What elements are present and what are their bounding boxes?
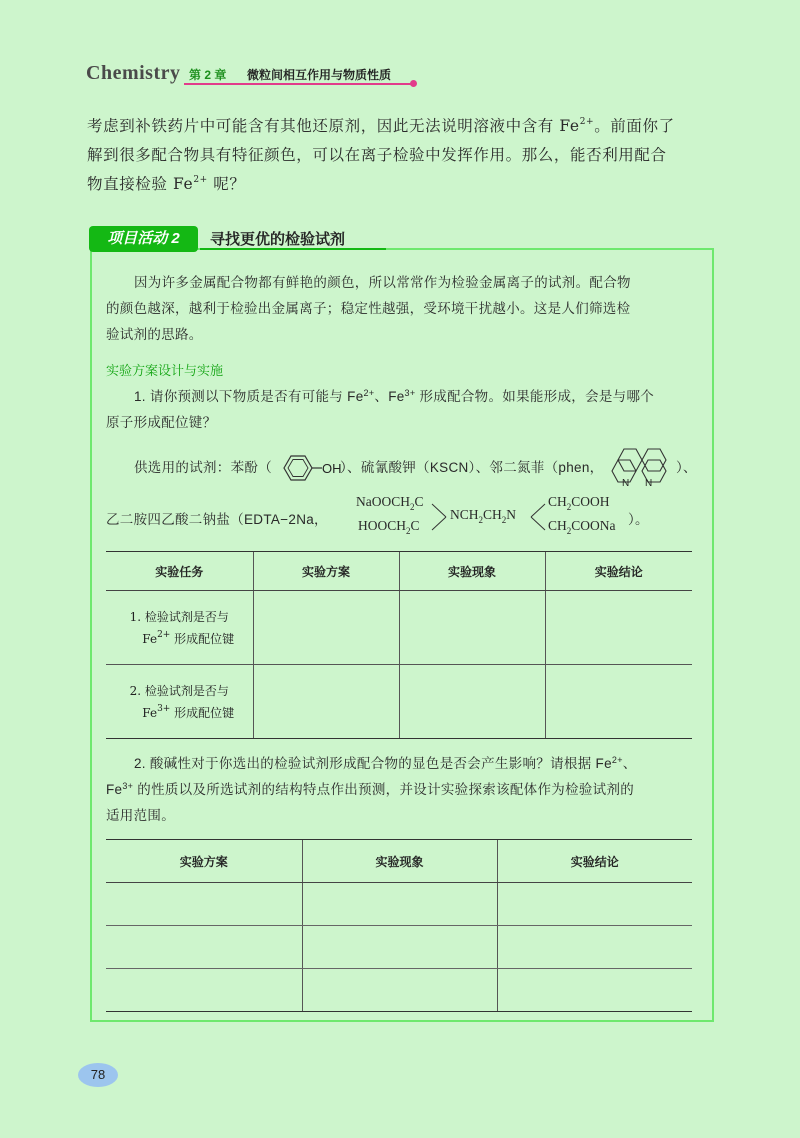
edta-mid-a: NCH	[450, 507, 479, 522]
q2-text-b: 、	[622, 756, 637, 771]
question-1	[106, 384, 696, 436]
intro-line-3b: 呢？	[207, 175, 246, 193]
task2-sup: 3+	[157, 703, 171, 714]
intro-line-1b: 。前面你了	[594, 117, 675, 135]
table2-cell[interactable]	[302, 969, 497, 1012]
task2-line-c: 形成配位键	[170, 705, 235, 720]
page-number: 78	[78, 1063, 118, 1087]
experiment-table-2	[106, 839, 692, 1012]
phen-n-left: N	[622, 478, 630, 489]
table1-cell-phenomenon-1[interactable]	[399, 591, 545, 665]
edta-formula-middle	[450, 507, 516, 523]
q1-text-b: 、Fe	[374, 389, 405, 404]
activity-intro-line-1: 因为许多金属配合物都有鲜艳的颜色，所以常常作为检验金属离子的试剂。配合物	[134, 275, 631, 291]
table2-header-conclusion: 实验结论	[497, 840, 692, 883]
intro-line-2: 解到很多配合物具有特征颜色，可以在离子检验中发挥作用。那么，能否利用配合	[87, 146, 667, 164]
reagents-label: 供选用的试剂：苯酚（	[134, 460, 272, 475]
table2-cell[interactable]	[106, 883, 302, 926]
edta-r1b: 2	[566, 502, 572, 512]
phenol-structure-icon	[270, 450, 342, 486]
task1-sup: 2+	[157, 629, 171, 640]
edta-formula-bottom-left	[358, 518, 420, 534]
q2-text-a: 2. 酸碱性对于你选出的检验试剂形成配合物的显色是否会产生影响？请根据 Fe	[134, 756, 612, 771]
task1-fe: Fe	[142, 631, 158, 646]
edta-r2c: COONa	[571, 518, 616, 533]
edta-mid-c: CH	[483, 507, 502, 522]
activity-title: 寻找更优的检验试剂	[210, 231, 346, 248]
table1-header-plan: 实验方案	[253, 552, 399, 591]
phenol-oh: OH	[322, 461, 342, 476]
table2-cell[interactable]	[302, 926, 497, 969]
experiment-table-1	[106, 551, 692, 739]
table2-header-plan: 实验方案	[106, 840, 302, 883]
table1-task-1	[106, 591, 253, 665]
table-row	[106, 665, 692, 739]
q1-sup-1: 2+	[363, 388, 375, 398]
edta-mid-d: 2	[501, 515, 507, 525]
edta-f1b: 2	[410, 502, 415, 512]
table1-cell-phenomenon-2[interactable]	[399, 665, 545, 739]
subject-title: Chemistry	[86, 62, 181, 84]
activity-tag: 项目活动 2	[89, 226, 198, 252]
section-heading: 实验方案设计与实施	[106, 363, 224, 378]
intro-line-3a: 物直接检验 Fe	[87, 175, 194, 193]
table1-task-2	[106, 665, 253, 739]
q2-sup-1: 2+	[611, 755, 623, 765]
edta-r2a: CH	[548, 518, 567, 533]
edta-bond-left	[430, 500, 450, 534]
edta-f2a: HOOCH	[358, 518, 407, 533]
intro-paragraph	[87, 112, 727, 199]
edta-mid-b: 2	[478, 515, 484, 525]
edta-end: ）。	[628, 512, 649, 527]
intro-sup-1: 2+	[579, 117, 595, 127]
edta-r1c: COOH	[571, 494, 610, 509]
edta-label: 乙二胺四乙酸二钠盐（EDTA−2Na，	[106, 512, 328, 527]
question-2	[106, 751, 698, 829]
table1-header-phenomenon: 实验现象	[399, 552, 545, 591]
table2-cell[interactable]	[106, 926, 302, 969]
q2-text-c: Fe	[106, 782, 123, 797]
q1-text-c: 形成配合物。如果能形成，会是与哪个	[415, 389, 655, 404]
table2-header-phenomenon: 实验现象	[302, 840, 497, 883]
table2-cell[interactable]	[497, 883, 692, 926]
q1-text-a: 1. 请你预测以下物质是否有可能与 Fe	[134, 389, 364, 404]
table-row	[106, 883, 692, 926]
q2-text-d: 的性质以及所选试剂的结构特点作出预测，并设计实验探索该配体作为检验试剂的	[133, 782, 635, 797]
table2-cell[interactable]	[302, 883, 497, 926]
table-row	[106, 969, 692, 1012]
edta-f1a: NaOOCH	[356, 494, 410, 509]
intro-sup-3: 2+	[193, 175, 208, 185]
edta-f1c: C	[414, 494, 424, 509]
edta-bond-right	[527, 500, 547, 534]
task1-line-c: 形成配位键	[170, 631, 235, 646]
edta-formula-bottom-right	[548, 518, 616, 534]
activity-intro-line-3: 验试剂的思路。	[106, 327, 203, 343]
edta-formula-top-left	[356, 494, 424, 510]
table2-cell[interactable]	[106, 969, 302, 1012]
task2-line-a: 2. 检验试剂是否与	[129, 683, 229, 698]
edta-formula-top-right	[548, 494, 610, 510]
table2-cell[interactable]	[497, 969, 692, 1012]
edta-f2b: 2	[406, 526, 411, 536]
table-row	[106, 926, 692, 969]
activity-intro-line-2: 的颜色越深，越利于检验出金属离子；稳定性越强，受环境干扰越小。这是人们筛选检	[106, 301, 631, 317]
header-underline	[184, 83, 412, 85]
table1-header-task: 实验任务	[106, 552, 253, 591]
q1-sup-2: 3+	[404, 388, 416, 398]
q2-text-e: 适用范围。	[106, 808, 175, 823]
chapter-title: 微粒间相互作用与物质性质	[247, 68, 392, 82]
q1-text-d: 原子形成配位键？	[106, 415, 217, 430]
table1-header-conclusion: 实验结论	[545, 552, 692, 591]
task1-line-a: 1. 检验试剂是否与	[129, 609, 229, 624]
edta-mid-e: N	[506, 507, 517, 522]
chapter-number: 第 2 章	[189, 68, 227, 82]
edta-r1a: CH	[548, 494, 567, 509]
edta-f2c: C	[410, 518, 420, 533]
q2-sup-2: 3+	[122, 781, 134, 791]
table1-cell-plan-1[interactable]	[253, 591, 399, 665]
reagents-mid: ）、硫氰酸钾（KSCN）、邻二氮菲（phen，	[340, 460, 604, 475]
activity-intro	[106, 270, 696, 348]
reagents-end: ）、	[676, 460, 697, 475]
table1-cell-conclusion-1[interactable]	[545, 591, 692, 665]
activity-title-underline	[200, 248, 386, 250]
table-row	[106, 591, 692, 665]
table1-cell-conclusion-2[interactable]	[545, 665, 692, 739]
edta-r2b: 2	[566, 526, 572, 536]
table1-cell-plan-2[interactable]	[253, 665, 399, 739]
phenanthroline-structure-icon	[598, 440, 678, 492]
header-dot	[410, 80, 417, 87]
table2-header-row	[106, 840, 692, 883]
intro-line-1a: 考虑到补铁药片中可能含有其他还原剂，因此无法说明溶液中含有 Fe	[87, 117, 580, 135]
task2-fe: Fe	[142, 705, 158, 720]
phen-n-right: N	[645, 478, 653, 489]
table1-header-row	[106, 552, 692, 591]
table2-cell[interactable]	[497, 926, 692, 969]
